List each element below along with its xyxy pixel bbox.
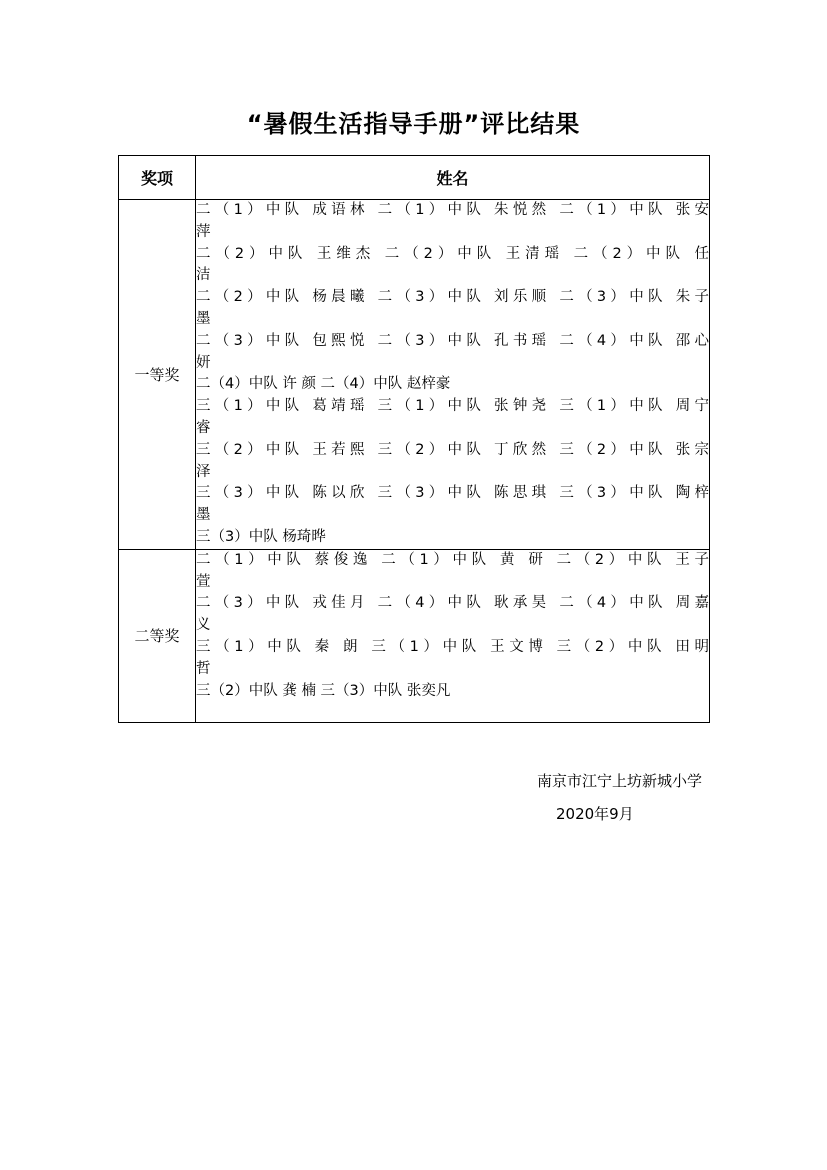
page-title: “暑假生活指导手册”评比结果	[246, 110, 581, 138]
table-row-first-prize	[119, 200, 710, 550]
awards-table	[118, 155, 710, 723]
header-award: 奖项	[119, 156, 196, 200]
names-first-prize	[196, 200, 710, 550]
name-line: 三（1）中队 秦 朗 三（1）中队 王文博 三（2）中队 田明	[196, 638, 709, 655]
table-row-second-prize	[119, 549, 710, 722]
name-line: 二（1）中队 蔡俊逸 二（1）中队 黄 研 二（2）中队 王子	[196, 551, 709, 568]
name-line: 三（3）中队 陈以欣 三（3）中队 陈思琪 三（3）中队 陶梓	[196, 485, 709, 502]
name-line: 洁	[196, 267, 211, 284]
school-name: 南京市江宁上坊新城小学	[536, 772, 702, 790]
name-line: 墨	[196, 507, 211, 524]
name-line: 二（2）中队 杨晨曦 二（3）中队 刘乐顺 二（3）中队 朱子	[196, 289, 709, 306]
name-line: 泽	[196, 463, 211, 480]
name-line: 哲	[196, 660, 211, 677]
name-line: 三（3）中队 杨琦晔	[196, 528, 326, 545]
name-line: 睿	[196, 419, 211, 436]
name-line: 墨	[196, 310, 211, 327]
date-text: 2020年9月	[556, 805, 634, 823]
name-line: 妍	[196, 354, 211, 371]
name-line: 三（2）中队 龚 楠 三（3）中队 张奕凡	[196, 682, 451, 699]
name-line: 二（1）中队 成语林 二（1）中队 朱悦然 二（1）中队 张安	[196, 202, 709, 218]
name-line: 萱	[196, 573, 211, 590]
name-line: 三（2）中队 王若熙 三（2）中队 丁欣然 三（2）中队 张宗	[196, 441, 709, 458]
names-second-prize	[196, 549, 710, 722]
header-names: 姓名	[196, 156, 710, 200]
name-line: 二（3）中队 包熙悦 二（3）中队 孔书瑶 二（4）中队 邵心	[196, 332, 709, 349]
award-second-prize: 二等奖	[119, 549, 196, 722]
award-first-prize: 一等奖	[119, 200, 196, 550]
name-line: 萍	[196, 223, 211, 240]
name-line: 二（3）中队 戎佳月 二（4）中队 耿承昊 二（4）中队 周嘉	[196, 595, 709, 612]
name-line: 二（2）中队 王维杰 二（2）中队 王清瑶 二（2）中队 任	[196, 245, 709, 262]
name-line: 二（4）中队 许 颜 二（4）中队 赵梓豪	[196, 376, 451, 393]
name-line: 义	[196, 617, 211, 634]
table-header-row	[119, 156, 710, 200]
name-line: 三（1）中队 葛靖瑶 三（1）中队 张钟尧 三（1）中队 周宁	[196, 398, 709, 415]
